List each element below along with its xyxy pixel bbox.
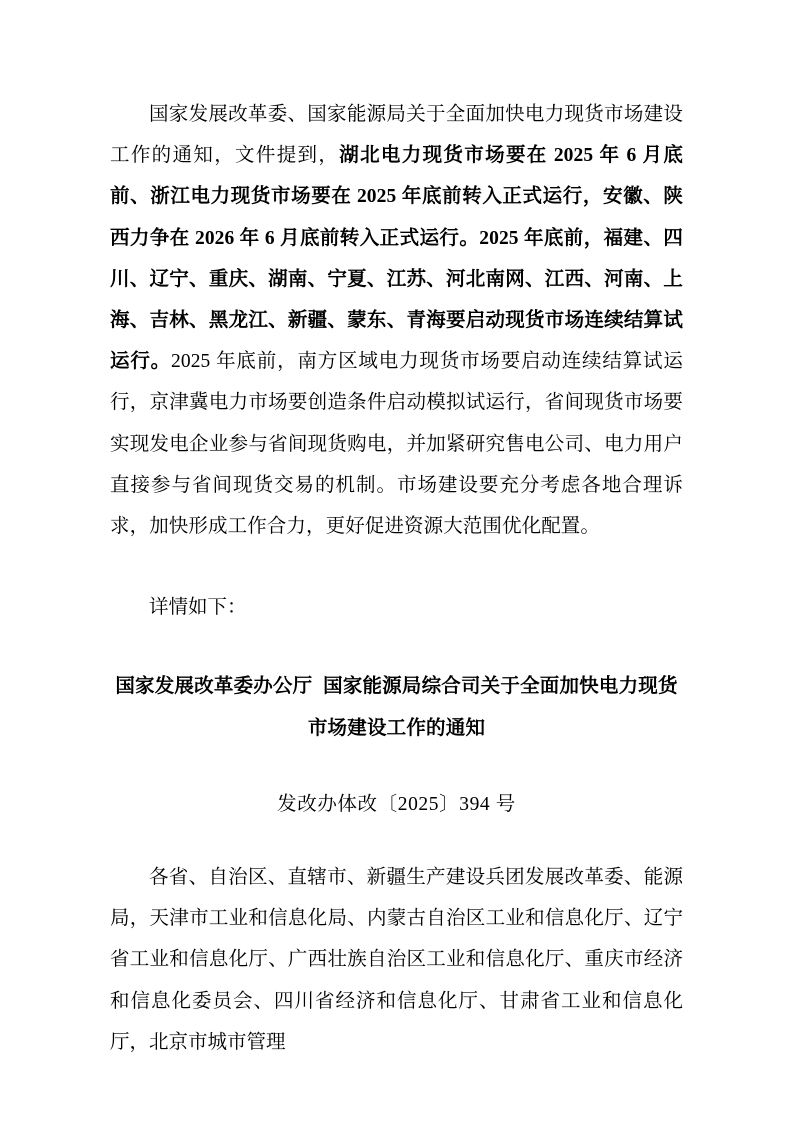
title-issuer-department: 国家能源局综合司关于全面加快电力现货	[323, 676, 678, 698]
recipients-paragraph: 各省、自治区、直辖市、新疆生产建设兵团发展改革委、能源局，天津市工业和信息化局、内蒙古自治区工业和信息化厅、辽宁省工业和信息化厅、广西壮族自治区工业和信息化厅、重庆市经济和信息化委员会、四川省经济和信息化厅、甘肃省工业和信息化厅，北京市城市管理	[110, 867, 683, 1053]
intro-tail-text: 2025 年底前，南方区域电力现货市场要启动连续结算试运行，京津冀电力市场要创造条件启动模拟试运行，省间现货市场要实现发电企业参与省间现货购电，并加紧研究售电公司、电力用户直接参与省间现货交易的机制。市场建设要充分考虑各地合理诉求，加快形成工作合力，更好促进资源大范围优化配置。	[110, 351, 683, 538]
intro-lead-text: 国家发展改革委、国家能源局关于全面加快电力现货市场建设工作的通知，文件提到，	[110, 104, 683, 167]
intro-emphasis-text: 湖北电力现货市场要在 2025 年 6 月底前、浙江电力现货市场要在 2025 年底前转入正式运行，安徽、陕西力争在 2026 年 6 月底前转入正式运行。2025 年底前，福建、四川、辽宁、重庆、湖南、宁夏、江苏、河北南网、江西、河南、上海、吉林、黑龙江、新疆、蒙东、青海要启动现货市场连续结算试运行。	[110, 145, 683, 373]
document-title	[110, 628, 683, 748]
title-issuer-office: 国家发展改革委办公厅	[115, 676, 313, 698]
top-margin-spacer	[110, 0, 683, 94]
document-content-column	[110, 0, 683, 1063]
intro-paragraph	[110, 94, 683, 547]
detail-label: 详情如下：	[149, 597, 247, 619]
document-title-line-2: 市场建设工作的通知	[307, 717, 486, 739]
document-serial-number: 发改办体改〔2025〕394 号	[277, 793, 516, 815]
document-title-line-1	[110, 666, 683, 707]
